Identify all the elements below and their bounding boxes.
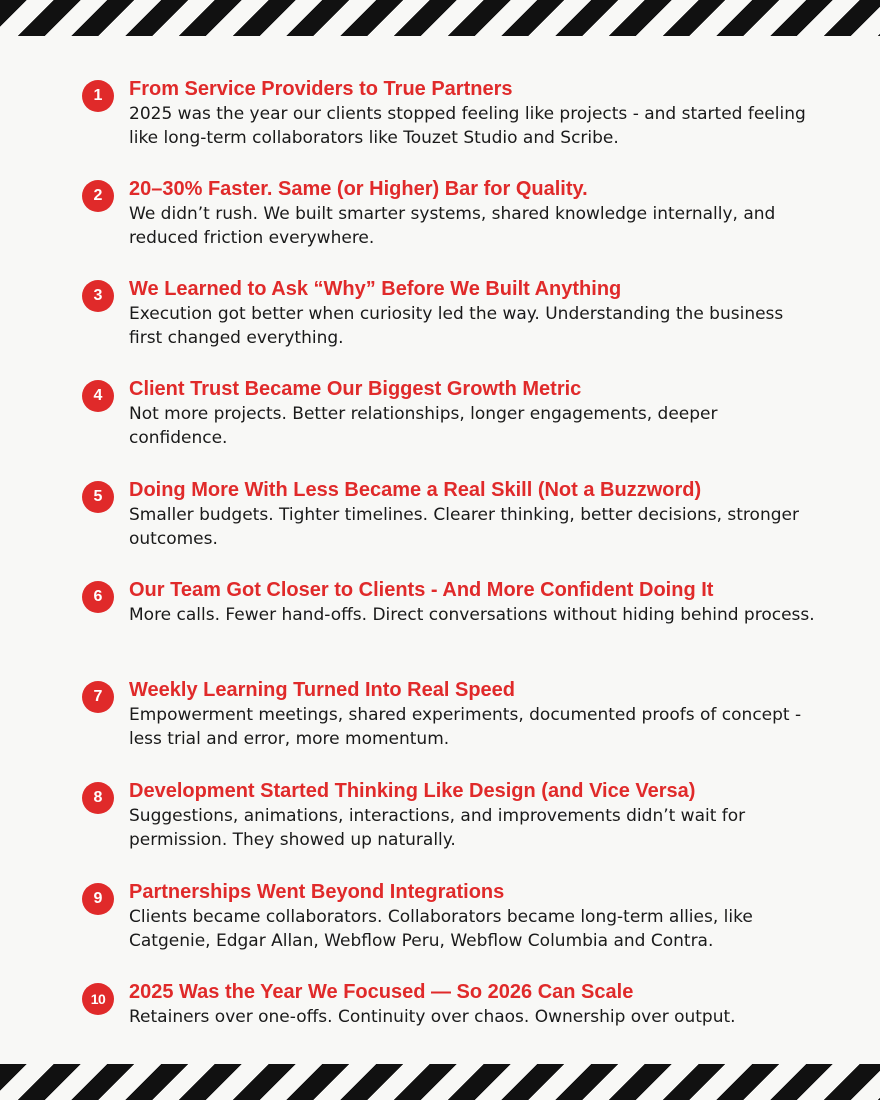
item-description: Execution got better when curiosity led the way. Understanding the business first changed everything. — [129, 304, 784, 348]
item-description: Retainers over one-offs. Continuity over chaos. Ownership over output. — [129, 1007, 736, 1027]
item-title: Client Trust Became Our Biggest Growth Metric — [129, 378, 582, 400]
item-description: Suggestions, animations, interactions, and improvements didn’t wait for permission. They showed up naturally. — [129, 806, 746, 850]
item-title: 2025 Was the Year We Focused — So 2026 Can Scale — [129, 981, 634, 1003]
number-badge: 6 — [82, 581, 114, 613]
item-title: 20–30% Faster. Same (or Higher) Bar for Quality. — [129, 178, 588, 200]
number-badge: 1 — [82, 80, 114, 112]
item-description: Clients became collaborators. Collaborators became long-term allies, like Catgenie, Edgar Allan, Webflow Peru, Webflow Columbia and Contra. — [129, 907, 753, 951]
item-description: 2025 was the year our clients stopped feeling like projects - and started feeling like long-term collaborators like Touzet Studio and Scribe. — [129, 104, 806, 148]
number-badge: 2 — [82, 180, 114, 212]
item-title: Our Team Got Closer to Clients - And More Confident Doing It — [129, 579, 714, 601]
number-badge: 4 — [82, 380, 114, 412]
number-badge: 5 — [82, 481, 114, 513]
number-badge: 9 — [82, 883, 114, 915]
item-description: Smaller budgets. Tighter timelines. Clearer thinking, better decisions, stronger outcomes. — [129, 505, 799, 549]
item-title: Partnerships Went Beyond Integrations — [129, 881, 505, 903]
number-badge: 10 — [82, 983, 114, 1015]
number-badge: 3 — [82, 280, 114, 312]
number-badge: 8 — [82, 782, 114, 814]
top-hazard-stripe-border — [0, 0, 880, 36]
item-description: Not more projects. Better relationships, longer engagements, deeper confidence. — [129, 404, 718, 448]
item-title: Development Started Thinking Like Design (and Vice Versa) — [129, 780, 696, 802]
item-title: Doing More With Less Became a Real Skill (Not a Buzzword) — [129, 479, 702, 501]
item-description: Empowerment meetings, shared experiments, documented proofs of concept - less trial and error, more momentum. — [129, 705, 802, 749]
item-description: We didn’t rush. We built smarter systems, shared knowledge internally, and reduced friction everywhere. — [129, 204, 776, 248]
item-title: From Service Providers to True Partners — [129, 78, 513, 100]
number-badge: 7 — [82, 681, 114, 713]
item-title: Weekly Learning Turned Into Real Speed — [129, 679, 516, 701]
bottom-hazard-stripe-border — [0, 1064, 880, 1100]
item-title: We Learned to Ask “Why” Before We Built Anything — [129, 278, 622, 300]
item-description: More calls. Fewer hand-offs. Direct conversations without hiding behind process. — [129, 605, 815, 625]
